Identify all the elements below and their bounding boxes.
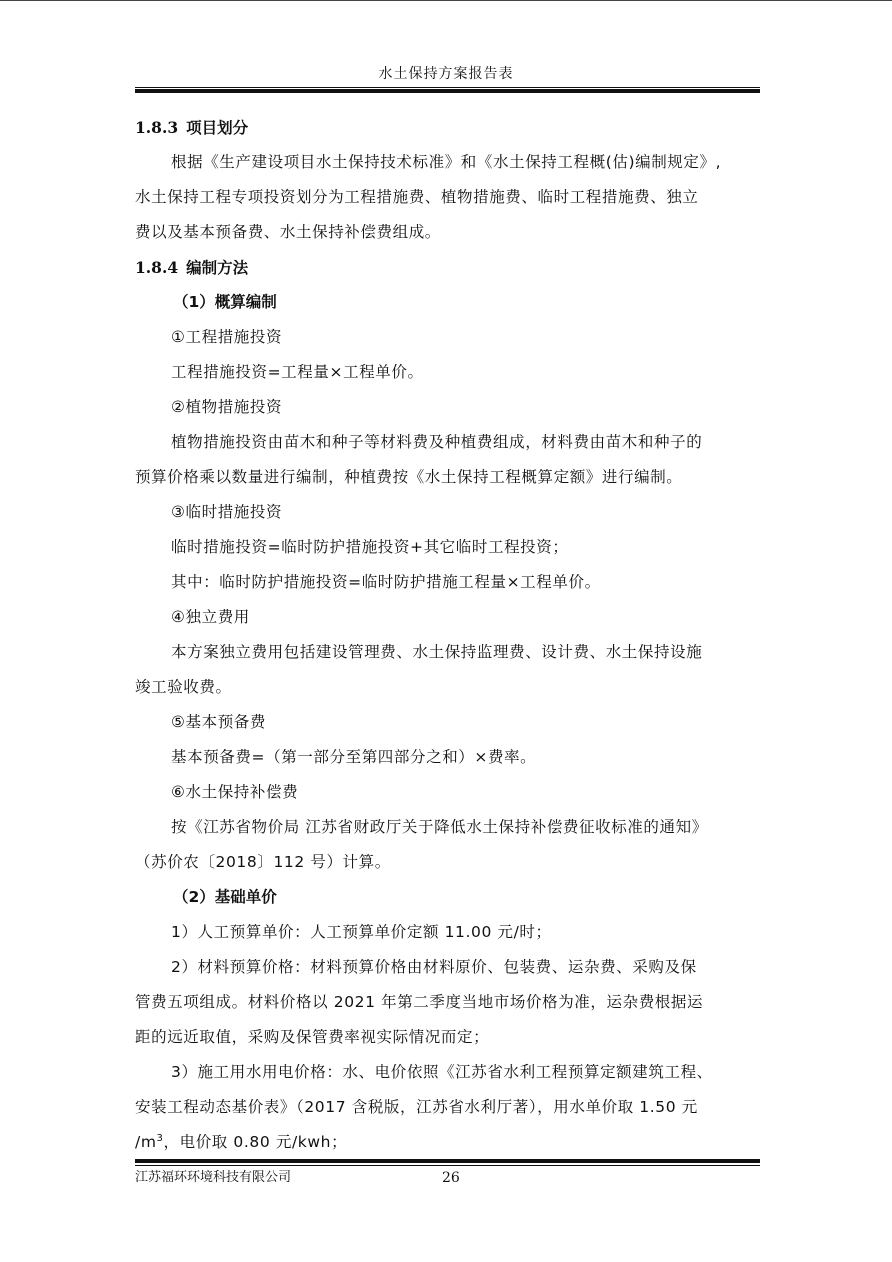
item-text-compensation <box>135 810 760 880</box>
item-text-independent <box>135 635 760 705</box>
text-line-last <box>135 1125 760 1160</box>
price-material <box>135 950 760 1055</box>
text-line: 按《江苏省物价局 江苏省财政厅关于降低水土保持补偿费征收标准的通知》 <box>171 818 708 836</box>
item-title-engineering: ①工程措施投资 <box>171 328 283 346</box>
header-rule-thick <box>135 89 760 93</box>
page-number: 26 <box>442 1170 460 1186</box>
document-body <box>135 110 760 1160</box>
text-line: 水土保持工程专项投资划分为工程措施费、植物措施费、临时工程措施费、独立 <box>135 188 699 206</box>
page-header-title: 水土保持方案报告表 <box>378 66 514 82</box>
page-top-border <box>0 0 892 1</box>
subheading-base-price: （2）基础单价 <box>173 888 277 906</box>
item-text-engineering: 工程措施投资=工程量×工程单价。 <box>171 363 424 381</box>
item-title-compensation: ⑥水土保持补偿费 <box>171 783 299 801</box>
text-line: 本方案独立费用包括建设管理费、水土保持监理费、设计费、水土保持设施 <box>171 643 703 661</box>
section-heading-1-8-3 <box>135 110 760 145</box>
paragraph-project-division <box>135 145 760 250</box>
text-line: 3）施工用水用电价格：水、电价依照《江苏省水利工程预算定额建筑工程、 <box>171 1063 713 1081</box>
unit-text: /m <box>135 1133 157 1151</box>
price-water-electric <box>135 1055 760 1160</box>
section-title: 编制方法 <box>186 258 249 277</box>
footer-rule-thin <box>135 1165 760 1166</box>
text-line: 2）材料预算价格：材料预算价格由材料原价、包装费、运杂费、采购及保 <box>171 958 697 976</box>
electric-price-text: ，电价取 0.80 元/kwh； <box>163 1133 348 1151</box>
item-title-reserve: ⑤基本预备费 <box>171 713 266 731</box>
text-line: 管费五项组成。材料价格以 2021 年第二季度当地市场价格为准，运杂费根据运 <box>135 993 704 1011</box>
section-title: 项目划分 <box>186 118 249 137</box>
unit-superscript: 3 <box>156 1132 164 1144</box>
footer-rule-thick <box>135 1159 760 1163</box>
text-line: 根据《生产建设项目水土保持技术标准》和《水土保持工程概(估)编制规定》, <box>171 153 722 171</box>
price-labor: 1）人工预算单价：人工预算单价定额 11.00 元/时； <box>171 923 552 941</box>
header-rule-thin <box>135 87 760 88</box>
text-line: （苏价农〔2018〕112 号）计算。 <box>135 853 391 871</box>
item-title-independent: ④独立费用 <box>171 608 250 626</box>
item-text-temporary-1: 临时措施投资=临时防护措施投资+其它临时工程投资； <box>171 538 569 556</box>
subheading-estimate: （1）概算编制 <box>173 293 277 311</box>
item-title-plant: ②植物措施投资 <box>171 398 283 416</box>
section-heading-1-8-4 <box>135 250 760 285</box>
text-line: 预算价格乘以数量进行编制，种植费按《水土保持工程概算定额》进行编制。 <box>135 468 683 486</box>
section-number: 1.8.3 <box>135 118 179 137</box>
text-line: 植物措施投资由苗木和种子等材料费及种植费组成，材料费由苗木和种子的 <box>171 433 703 451</box>
footer-company: 江苏福环环境科技有限公司 <box>135 1170 292 1185</box>
item-title-temporary: ③临时措施投资 <box>171 503 283 521</box>
text-line: 距的远近取值，采购及保管费率视实际情况而定； <box>135 1028 490 1046</box>
text-line: 竣工验收费。 <box>135 678 232 696</box>
text-line: 安装工程动态基价表》（2017 含税版，江苏省水利厅著），用水单价取 1.50 元 <box>135 1098 698 1116</box>
text-line: 费以及基本预备费、水土保持补偿费组成。 <box>135 223 441 241</box>
item-text-reserve: 基本预备费=（第一部分至第四部分之和）×费率。 <box>171 748 537 766</box>
item-text-temporary-2: 其中：临时防护措施投资=临时防护措施工程量×工程单价。 <box>171 573 601 591</box>
item-text-plant <box>135 425 760 495</box>
section-number: 1.8.4 <box>135 258 179 277</box>
